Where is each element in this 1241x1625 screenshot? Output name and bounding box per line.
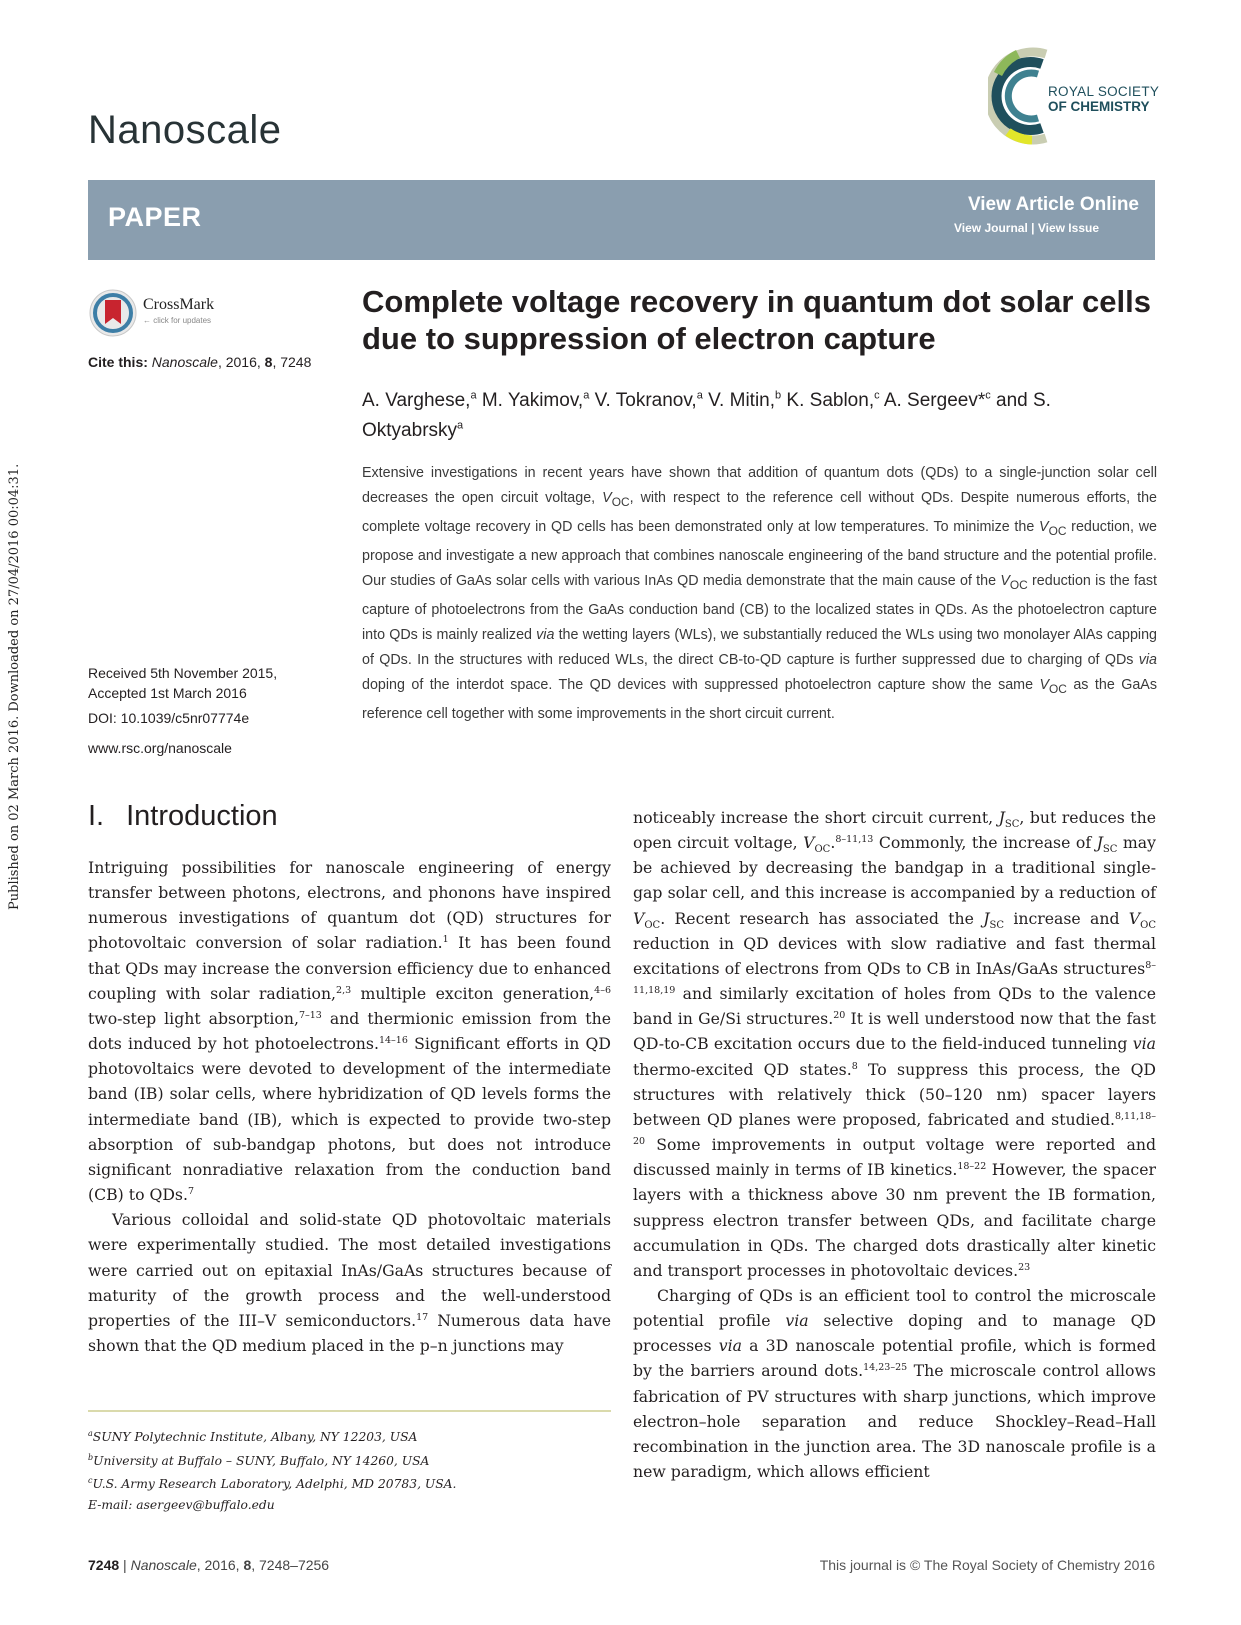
doi[interactable]: DOI: 10.1039/c5nr07774e [88,710,250,726]
rsc-logo[interactable] [988,40,1163,152]
author: M. Yakimov,$^a$ [481,390,590,412]
crossmark-badge[interactable] [88,288,238,338]
paragraph: Intriguing possibilities for nanoscale engineering of energy transfer between photons, electrons, and phonons have inspired numerous investigations of quantum dot (QD) structures for photovoltaic conversion of solar radiation.$^1$ It has been found that QDs may increase the conversion efficiency due to enhanced coupling with solar radiation,$^{2,3}$ multiple exciton generation,$^{4-6}$ two-step light absorption,$^{7-13}$ and thermionic emission from the dots induced by hot photoelectrons.$^{14-16}$ Significant efforts in QD photovoltaics were devoted to development of the intermediate band (IB) solar cells, where hybridization of QD levels forms the intermediate band (IB), which is expected to provide two-step absorption of sub-bandgap photons, but does not introduce significant nonradiative relaxation from the conduction band (CB) to QDs.$^7$ [88,858,612,1205]
accepted-date: Accepted 1st March 2016 [88,685,247,701]
paragraph: noticeably increase the short circuit current, $J_{SC}$, but reduces the open circuit voltage, $V_{OC}.^{8-11,13}$ Commonly, the increase of $J_{SC}$ may be achieved by decreasing the bandgap in a traditional single-gap solar cell, and this increase is accompanied by a reduction of $V_{OC}$. Recent research has associated the $J_{SC}$ increase and $V_{OC}$ reduction in QD devices with slow radiative and fast thermal excitations of electrons from QDs to CB in InAs/GaAs structures$^{8-11,18,19}$ and similarly excitation of holes from QDs to the valence band in Ge/Si structures.$^{20}$ It is well understood now that the fast QD-to-CB excitation occurs due to the field-induced tunneling via thermo-excited QD states.$^8$ To suppress this process, the QD structures with relatively thick (50–120 nm) spacer layers between QD planes were proposed, fabricated and studied.$^{8,11,18-20}$ Some improvements in output voltage were reported and discussed mainly in terms of IB kinetics.$^{18-22}$ However, the spacer layers with a thickness above 30 nm prevent the IB formation, suppress electron transfer between QDs, and facilitate charge accumulation in QDs. The charged dots drastically alter kinetic and transport processes in photovoltaic devices.$^{23}$ [633,808,1157,1280]
cite-year: , 2016, [217,354,265,370]
author: A. Sergeev*$^c$ [883,390,991,412]
affiliations [88,1424,611,1516]
journal-url[interactable]: www.rsc.org/nanoscale [88,740,232,756]
received-dates [88,663,338,703]
footer-separator: | [123,1557,127,1573]
section-heading-introduction [88,800,278,833]
author: V. Mitin,$^b$ [708,390,782,412]
affiliation: $^b$University at Buffalo – SUNY, Buffalo, NY 14260, USA [88,1452,430,1468]
footnote-divider [88,1410,611,1412]
body-column-left [88,855,611,1358]
cite-this [88,354,338,370]
crossmark-sub-text: click for updates [153,316,212,325]
abstract: Extensive investigations in recent years have shown that addition of quantum dots (QDs) to a single-junction solar cell decreases the open circuit voltage, $V_{OC}$, with respect to the reference cell without QDs. Despite numerous efforts, the complete voltage recovery in QD cells has been demonstrated only at low temperatures. To minimize the $V_{OC}$ reduction, we propose and investigate a new approach that combines nanoscale engineering of the band structure and the potential profile. Our studies of GaAs solar cells with various InAs QD media demonstrate that the main cause of the $V_{OC}$ reduction is the fast capture of photoelectrons from the GaAs conduction band (CB) to the localized states in QDs. As the photoelectron capture into QDs is mainly realized via the wetting layers (WLs), we substantially reduced the WLs using two monolayer AlAs capping of QDs. In the structures with reduced WLs, the direct CB-to-QD capture is further suppressed due to charging of QDs via doping of the interdot space. The QD devices with suppressed photoelectron capture show the same $V_{OC}$ as the GaAs reference cell together with some improvements in the short circuit current. [362,465,1158,723]
copyright-notice: This journal is © The Royal Society of Chemistry 2016 [819,1557,1155,1573]
crossmark-name: CrossMark [143,296,215,313]
section-number: I. [88,800,105,832]
view-links-separator: | [1031,221,1035,235]
author: V. Tokranov,$^a$ [594,390,703,412]
journal-title: Nanoscale [88,108,282,152]
crossmark-icon [88,288,138,338]
view-article-online-link[interactable]: View Article Online [967,194,1139,215]
footer-volume: 8 [243,1557,252,1573]
author-list [362,384,1142,443]
body-column-right [633,805,1156,1484]
article-title: Complete voltage recovery in quantum dot solar cells due to suppression of electron capture [362,284,1151,356]
crossmark-subtitle: ← click for updates [143,316,212,325]
cite-journal: Nanoscale [151,354,218,370]
page-number: 7248 [88,1557,120,1573]
side-note-text: Published on 02 March 2016. Downloaded on 27/04/2016 00:04:31. [7,463,22,910]
view-journal-link[interactable]: View Journal [953,221,1028,235]
cite-label: Cite this: [88,354,148,370]
cite-page: , 7248 [272,354,312,370]
section-title: Introduction [126,800,278,832]
paragraph: Charging of QDs is an efficient tool to control the microscale potential profile via selective doping and to manage QD processes via a 3D nanoscale potential profile, which is formed by the barriers around dots.$^{14,23-25}$ The microscale control allows fabrication of PV structures with sharp junctions, which improve electron–hole separation and reduce Shockley–Read–Hall recombination in the junction area. The 3D nanoscale profile is a new paradigm, which allows efficient [633,1285,1157,1482]
rsc-logo-line2: OF CHEMISTRY [1048,99,1150,114]
view-issue-link[interactable]: View Issue [1037,221,1099,235]
affiliation: $^c$U.S. Army Research Laboratory, Adelphi, MD 20783, USA. [88,1476,457,1492]
paragraph: Various colloidal and solid-state QD photovoltaic materials were experimentally studied. The most detailed investigations were carried out on epitaxial InAs/GaAs structures because of maturity of the growth process and the well-understood properties of the III–V semiconductors.$^{17}$ Numerous data have shown that the QD medium placed in the p–n junctions may [88,1210,612,1355]
contact-email[interactable]: E-mail: asergeev@buffalo.edu [88,1498,275,1513]
page-footer-left: 7248 | Nanoscale, 2016, 8, 7248–7256 [88,1557,330,1573]
rsc-logo-text [1048,84,1159,114]
author: and S. Oktyabrsky$^a$ [362,390,1051,441]
download-side-note [7,463,27,910]
affiliation: $^a$SUNY Polytechnic Institute, Albany, NY 12203, USA [88,1429,418,1445]
received-date: Received 5th November 2015, [88,665,278,681]
author: K. Sablon,$^c$ [786,390,880,412]
paper-banner [88,180,1155,260]
cite-volume: 8 [264,354,273,370]
footer-journal: Nanoscale [130,1557,197,1573]
view-links [954,221,1099,235]
rsc-logo-line1: ROYAL SOCIETY [1048,84,1160,99]
article-type-label: PAPER [108,202,202,232]
author: A. Varghese,$^a$ [362,390,477,412]
